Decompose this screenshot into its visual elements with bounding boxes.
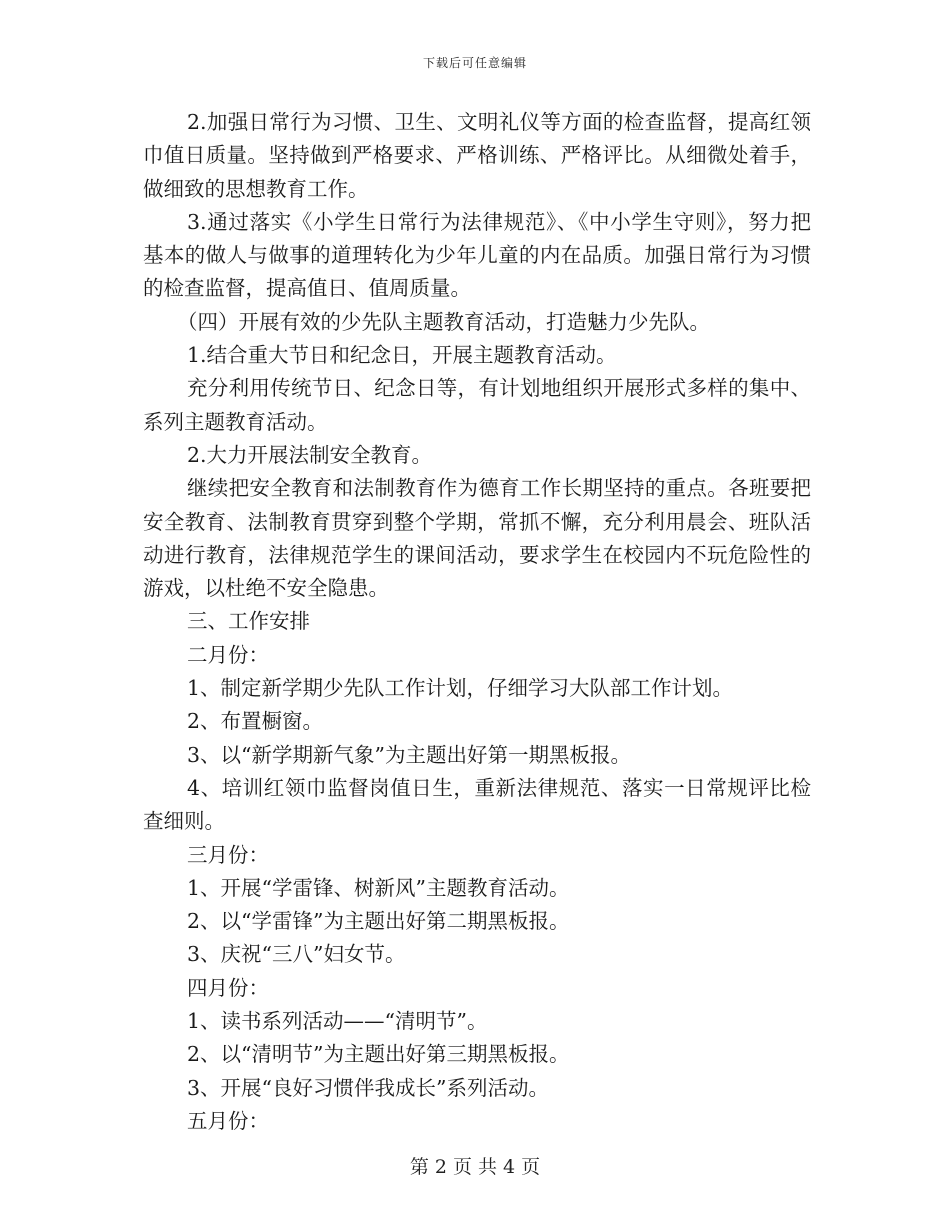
document-body [143, 106, 811, 1138]
paragraph: 1.结合重大节日和纪念日，开展主题教育活动。 [187, 343, 617, 368]
month-heading: 四月份： [187, 975, 269, 1000]
list-item: 1、制定新学期少先队工作计划，仔细学习大队部工作计划。 [187, 676, 734, 701]
month-heading: 五月份： [187, 1108, 269, 1133]
list-item: 2、以“学雷锋”为主题出好第二期黑板报。 [187, 909, 570, 934]
list-item: 4、培训红领巾监督岗值日生，重新法律规范、落实一日常规评比检查细则。 [143, 775, 811, 834]
page-number: 第 2 页 共 4 页 [409, 1156, 541, 1178]
list-item: 1、开展“学雷锋、树新风”主题教育活动。 [187, 875, 570, 900]
section-heading: （四）开展有效的少先队主题教育活动，打造魅力少先队。 [177, 309, 710, 334]
header-note: 下载后可任意编辑 [422, 56, 527, 70]
paragraph: 2.大力开展法制安全教育。 [187, 442, 433, 467]
list-item: 3、庆祝“三八”妇女节。 [187, 942, 406, 967]
paragraph: 3.通过落实《小学生日常行为法律规范》、《中小学生守则》，努力把基本的做人与做事的道理转化为少年儿童的内在品质。加强日常行为习惯的检查监督，提高值日、值周质量。 [143, 209, 811, 301]
list-item: 3、以“新学期新气象”为主题出好第一期黑板报。 [187, 742, 632, 767]
section-heading: 三、工作安排 [187, 609, 310, 634]
paragraph: 继续把安全教育和法制教育作为德育工作长期坚持的重点。各班要把安全教育、法制教育贯穿到整个学期，常抓不懈，充分利用晨会、班队活动进行教育，法律规范学生的课间活动，要求学生在校园内不玩危险性的游戏，以杜绝不安全隐患。 [143, 476, 811, 601]
list-item: 3、开展“良好习惯伴我成长”系列活动。 [187, 1075, 550, 1100]
month-heading: 三月份： [187, 842, 269, 867]
paragraph: 2.加强日常行为习惯、卫生、文明礼仪等方面的检查监督，提高红领巾值日质量。坚持做到严格要求、严格训练、严格评比。从细微处着手，做细致的思想教育工作。 [143, 110, 811, 201]
list-item: 1、读书系列活动——“清明节”。 [187, 1009, 488, 1034]
month-heading: 二月份： [187, 642, 269, 667]
paragraph: 充分利用传统节日、纪念日等，有计划地组织开展形式多样的集中、系列主题教育活动。 [143, 376, 811, 434]
list-item: 2、以“清明节”为主题出好第三期黑板报。 [187, 1042, 570, 1067]
list-item: 2、布置橱窗。 [187, 709, 324, 734]
